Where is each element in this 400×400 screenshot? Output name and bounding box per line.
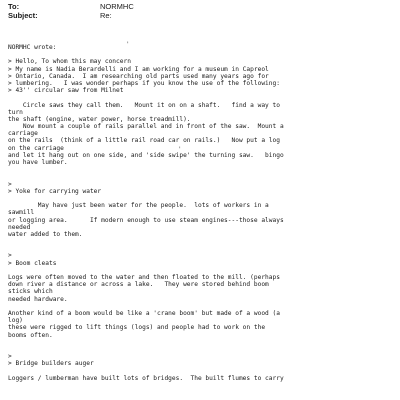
- body-line: on the carriage: [8, 144, 64, 152]
- blank-line: [8, 173, 398, 180]
- body-line: you have lumber.: [8, 159, 68, 166]
- body-line: needed: [8, 223, 31, 231]
- subject-label: Subject:: [8, 11, 38, 20]
- subject-value: Re:: [100, 11, 112, 20]
- body-line: > lumbering. I was wonder perhaps if you know the use of the following:: [8, 79, 280, 87]
- email-body: [8, 41, 398, 382]
- subject-row: [8, 11, 134, 20]
- body-line: these were rigged to lift things (logs) and people had to work on the: [8, 324, 266, 332]
- body-line: turn: [8, 108, 23, 116]
- body-line: log): [8, 317, 23, 325]
- to-label: To:: [8, 2, 20, 11]
- body-line: May have just been water for the people. lots of workers in a: [8, 202, 269, 210]
- body-line: > 43'' circular saw from Milnet: [8, 87, 124, 95]
- body-line: booms often.: [8, 331, 53, 339]
- body-line: >: [8, 252, 12, 260]
- email-header: [8, 2, 134, 20]
- body-line: Logs were often moved to the water and then floated to the mill. (perhaps: [8, 274, 280, 281]
- body-line: down river a distance or across a lake. They were stored behind boom: [8, 281, 269, 289]
- body-line: Circle saws they call them. Mount it on on a shaft. find a way to: [8, 101, 280, 109]
- body-line: >: [8, 180, 12, 188]
- body-line: > Hello, To whom this may concern: [8, 58, 131, 66]
- body-line: > Yoke for carrying water: [8, 187, 102, 195]
- body-line: >: [8, 353, 12, 361]
- body-line: > My name is Nadia Berardelli and I am working for a museum in Capreol: [8, 65, 269, 73]
- blank-line: [8, 346, 398, 353]
- blank-line: [8, 339, 398, 346]
- body-line: on the rails (think of a little rail road car on rails.) Now put a log: [8, 137, 280, 145]
- body-line: sticks which: [8, 288, 53, 296]
- blank-line: [8, 166, 398, 173]
- body-line: Loggers / lumberman have built lots of bridges. The built flumes to carry: [8, 374, 284, 382]
- body-line: > Boom cleats: [8, 259, 57, 267]
- body-line: Another kind of a boom would be like a 'crane boom' but made of a wood (a: [8, 309, 280, 317]
- blank-line: [8, 267, 398, 274]
- body-line: and let it hang out on one side, and 'side swipe' the turning saw. bingo: [8, 151, 284, 159]
- blank-line: [8, 303, 398, 310]
- body-line: Now mount a couple of rails parallel and in front of the saw. Mount a: [8, 123, 284, 131]
- blank-line: [8, 51, 398, 58]
- to-row: [8, 2, 134, 11]
- body-line: > Ontario, Canada. I am researching old parts used many years ago for: [8, 72, 269, 80]
- blank-line: [8, 245, 398, 252]
- blank-line: [8, 238, 398, 245]
- stray-mark: ': [178, 146, 182, 153]
- body-line: NORMHC wrote:: [8, 44, 57, 51]
- body-line: sawmill: [8, 209, 35, 217]
- to-value: NORMHC: [100, 2, 134, 11]
- body-line: > Bridge builders auger: [8, 360, 94, 368]
- blank-line: [8, 367, 398, 374]
- blank-line: [8, 94, 398, 101]
- body-line: or logging area. If modern enough to use steam engines---those always: [8, 216, 284, 224]
- body-line: carriage: [8, 130, 38, 138]
- blank-line: [8, 195, 398, 202]
- body-line: the shaft (engine, water power, horse treadmill).: [8, 115, 191, 123]
- stray-mark: ': [126, 41, 130, 48]
- body-line: needed hardware.: [8, 295, 68, 303]
- body-line: water added to them.: [8, 230, 83, 238]
